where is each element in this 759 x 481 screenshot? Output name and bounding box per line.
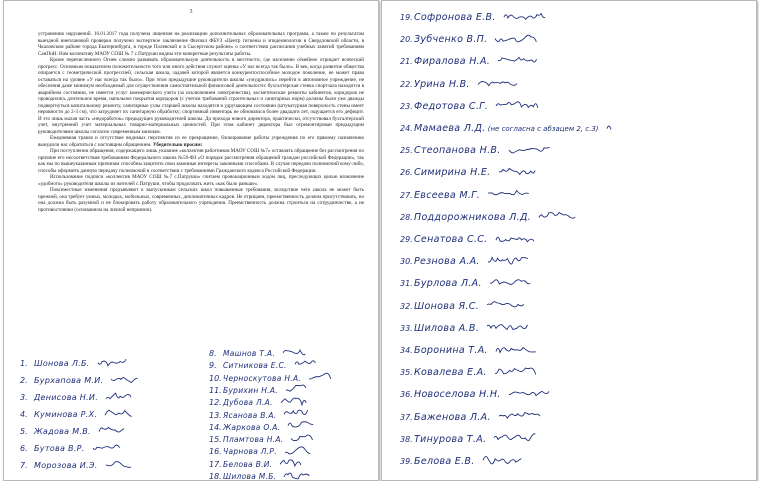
signature-row xyxy=(400,72,522,91)
signatory-name: Новоселова Н.Н. xyxy=(414,389,501,401)
signature-number: 4. xyxy=(20,410,28,419)
signature-number: 21. xyxy=(400,57,413,67)
paragraph: Повсеместные изменения предъявляют к выпускникам сельских школ повышенные требования, вследствие чего школа не может быть прежней, она требует умных, молодых, мобильных, современных, дипломатичных кадров. Не отрицаем, преемственность должна присутствовать, но она должна быть разумной и не блокировать работу образовательного учреждения. Преемственность должна строиться на сотрудничестве, а не противостоянии (основанном на личной неприязни). xyxy=(38,187,364,213)
handwritten-signature xyxy=(103,408,137,418)
signature-number: 32. xyxy=(400,301,413,311)
signature-number: 30. xyxy=(400,257,413,267)
signatory-name: Бурихин Н.А. xyxy=(223,385,278,395)
handwritten-signature xyxy=(96,357,130,367)
signature-number: 8. xyxy=(209,349,217,358)
signature-number: 9. xyxy=(209,361,217,371)
signatory-name: Жаркова О.А. xyxy=(223,422,281,432)
handwritten-signature xyxy=(97,425,131,435)
signature-row xyxy=(20,453,138,472)
signature-row xyxy=(400,116,615,135)
signatory-name: Ковалева Е.А. xyxy=(414,367,487,379)
signature-number: 13. xyxy=(209,410,222,420)
handwritten-signature xyxy=(494,344,540,354)
signature-row xyxy=(400,360,539,379)
signature-number: 33. xyxy=(400,323,413,333)
signature-number: 5. xyxy=(20,427,28,436)
signature-row xyxy=(400,227,540,246)
signatory-name: Бурлова Л.А. xyxy=(414,278,482,290)
signature-number: 19. xyxy=(400,13,413,22)
signatory-name: Боронина Т.А. xyxy=(414,345,488,356)
handwritten-signature xyxy=(104,391,138,401)
handwritten-signature xyxy=(497,410,543,420)
signatory-name: Ситникова Е.С. xyxy=(223,361,287,371)
handwritten-signature xyxy=(537,210,583,220)
handwritten-signature xyxy=(485,299,531,309)
signatory-name: Шонова Я.С. xyxy=(414,300,480,312)
document-page-left xyxy=(3,0,379,481)
signature-number: 24. xyxy=(400,124,413,133)
signature-row xyxy=(400,449,527,468)
signatory-name: Симирина Н.Е. xyxy=(414,167,491,179)
handwritten-signature xyxy=(486,188,532,198)
handwritten-signature xyxy=(485,321,531,331)
signatory-name: Мамаева Л.Д. xyxy=(414,123,486,134)
signature-number: 25. xyxy=(400,146,413,156)
signatory-name: Белова Е.В. xyxy=(414,456,475,467)
letter-body xyxy=(38,31,364,213)
signatory-name: Ясанова В.А. xyxy=(223,410,277,420)
signatory-name: Тинурова Т.А. xyxy=(414,433,487,445)
signatory-name: Черноскутова Н.А. xyxy=(223,373,302,383)
handwritten-signature xyxy=(282,470,312,480)
signature-number: 38. xyxy=(400,434,413,444)
signature-number: 37. xyxy=(400,412,413,422)
signature-number: 26. xyxy=(400,168,413,178)
signature-row xyxy=(400,271,534,290)
signatory-name: Машнов Т.А. xyxy=(223,349,276,358)
signature-number: 27. xyxy=(400,190,413,200)
document-page-right xyxy=(381,0,757,481)
signature-number: 7. xyxy=(20,461,28,470)
signature-number: 22. xyxy=(400,79,413,89)
signatory-name: Жадова М.В. xyxy=(34,427,91,436)
signatory-name: Урина Н.В. xyxy=(414,78,470,90)
paragraph: Ежедневная травля и отсутствие видимых перспектив из ее прекращение, блокирование работы учреждения по его прямому назначению вынудили нас обратиться с настоящим обращением. Убедительно просим: xyxy=(38,135,364,148)
handwritten-signature xyxy=(476,77,522,87)
signature-number: 14. xyxy=(209,422,222,432)
handwritten-signature xyxy=(605,122,615,132)
signature-number: 1. xyxy=(20,359,28,368)
signature-row xyxy=(209,464,312,481)
signature-number: 6. xyxy=(20,444,28,453)
signatory-name: Чарнова Л.Р. xyxy=(223,447,277,457)
signature-number: 10. xyxy=(209,373,222,383)
signature-row xyxy=(400,138,553,157)
signature-number: 35. xyxy=(400,368,413,378)
signature-number: 16. xyxy=(209,447,222,457)
emphasis: Убедительно просим: xyxy=(152,141,203,148)
handwritten-signature xyxy=(493,33,539,43)
handwritten-signature xyxy=(494,233,540,243)
handwritten-signature xyxy=(481,455,527,465)
signature-number: 31. xyxy=(400,279,413,289)
handwritten-signature xyxy=(104,459,138,469)
handwritten-signature xyxy=(486,255,532,265)
signatory-name: Стеопанова Н.В. xyxy=(414,145,501,157)
signatory-name: Белова В.И. xyxy=(223,459,273,469)
handwritten-signature xyxy=(497,166,543,176)
signature-row xyxy=(400,294,531,313)
signatory-name: Куминова Р.Х. xyxy=(34,410,98,419)
signature-number: 11. xyxy=(209,385,222,395)
handwritten-signature xyxy=(494,99,540,109)
signatory-name: Фиралова Н.А. xyxy=(414,56,491,68)
handwritten-signature xyxy=(488,277,534,287)
signatory-name: Бурхапова М.И. xyxy=(34,376,104,385)
signatory-name: Денисова Н.И. xyxy=(34,393,99,402)
paragraph: Кроме перечисленного Огнев сложно развивать образовательную деятельность в местности, где население сёмейное отрицает всяческий прогресс. Основным показателем положительности того или иного действия служит оценка «У нас всегда так было». В век, когда развитие общества опирается с геометрической прогрессией, сельская школа, задачей которой является конкурентоспособное молодое поколение, не может права оставаться на уровне «У нас всегда так было». При этом предыдущие руководители школы «умудрились» перейти в автономное учреждение, не обеспечив даже минимум необходимый для осуществления самостоятельной финансовой деятельности: бухгалтерская стенка спортзала находится в аварийном состоянии, не имеется услуг коммерческого учета (за исключением электричества), косметические ремонты кабинетов, коридоров не проводились длительное время, напольное покрытия коридоров (с учетом требований строительных и санитарных норм) должны были уже дважды подвергнуться капитальному ремонту, санитарные узлы старшей школы находятся в удручающем состоянии (штукатурная поверхность стены имеет неровности до 2-3 см), что затрудняет их санитарную обработку; спортивный инвентарь не обновлялся более двадцати лет, ощущается его дефицит. И это лишь малая часть «недоработок» предыдущих руководителей школы. До прихода нового директора, практически, отсутствовал бухгалтерский учет, внутренний учет материальных товарно-материальных ценностей. При этом кабинет директора был отремонтирован предыдущим руководителями школы согласно современным канонам. xyxy=(38,57,364,135)
signature-number: 12. xyxy=(209,398,222,408)
signature-row xyxy=(400,205,583,224)
signature-row xyxy=(400,316,531,335)
signatory-name: Шилова М.Б. xyxy=(223,472,277,481)
handwritten-signature xyxy=(507,144,553,154)
signatory-name: Бутова В.Р. xyxy=(34,444,85,453)
signature-row xyxy=(400,249,532,268)
signature-number: 17. xyxy=(209,459,222,469)
signature-row xyxy=(400,94,540,113)
signature-row xyxy=(400,27,539,46)
signature-row xyxy=(400,405,543,424)
paragraph: устранению нарушений. 16.01.2017 года получена лицензия на реализацию дополнительных образовательных программ, а также по результатам выездной внеплановой проверки получено экспертное заключение Филиал ФБУЗ «Центр гигиены и эпидемиологии в Свердловской области, в Чкаловском районе города Екатеринбурга, в городе Полевской и в Сысертском районе» о соответствии расписания учебных занятий требованиям СанПиН. Нам коллективу МАОУ СОШ № 7 с.Патруши видны эти конкретные результаты работы. xyxy=(38,31,364,57)
signature-row xyxy=(400,183,532,202)
signature-number: 36. xyxy=(400,390,413,400)
signatory-name: Поддорожникова Л.Д. xyxy=(414,211,531,223)
signature-number: 15. xyxy=(209,435,222,445)
signatory-note: (не согласна с абзацем 2, с.3) xyxy=(485,125,599,133)
signature-number: 20. xyxy=(400,35,413,45)
paragraph: Использование подписи «коллектив МАОУ СОШ №7 с.Патруши» считаем провокационным ходом лиц, преследующих целью назначение «удобного» руководителя школы из жителей с.Патруши, чтобы продолжать жить «как было раньше». xyxy=(38,174,364,187)
handwritten-signature xyxy=(492,432,538,442)
signature-number: 23. xyxy=(400,101,413,111)
signature-row xyxy=(400,382,553,401)
signature-row xyxy=(400,338,540,357)
handwritten-signature xyxy=(109,374,143,384)
signatory-name: Пламтова Н.А. xyxy=(223,435,284,445)
handwritten-signature xyxy=(91,442,125,452)
paragraph: При поступлении обращения, содержащего лишь указание «коллектив работников МАОУ СОШ №7» оставлять обращение без рассмотрения по причине его несоответствия требованиям Федерального закона №59-ФЗ «О порядке рассмотрения обращений граждан российской Федерации», так как мы по вышеуказанным причинам способны защитить свои законные интересы законными способами. В случае передачи полномочий кому-либо, способы оформить данную передачу полномочий в соответствии с требованиями Гражданского кодекса Российской Федерации. xyxy=(38,148,364,174)
page-number: 3 xyxy=(189,9,193,15)
signatory-name: Баженова Л.А. xyxy=(414,411,491,423)
signature-number: 18. xyxy=(209,472,222,481)
signatory-name: Шонова Л.Б. xyxy=(34,359,90,368)
signature-row xyxy=(400,49,542,68)
signatory-name: Софронова Е.В. xyxy=(414,12,496,23)
signatory-name: Зубченко В.П. xyxy=(414,34,488,46)
handwritten-signature xyxy=(493,366,539,376)
signatory-name: Федотова С.Г. xyxy=(414,100,489,112)
signatory-name: Евсеева М.Г. xyxy=(414,189,481,201)
signature-number: 28. xyxy=(400,212,413,222)
signatory-name: Резнова А.А. xyxy=(414,256,480,268)
signature-number: 34. xyxy=(400,346,413,355)
signature-row xyxy=(400,5,548,24)
signatory-name: Морозова И.Э. xyxy=(34,461,98,470)
signature-number: 29. xyxy=(400,235,413,244)
signatory-name: Дубова Л.А. xyxy=(223,398,273,408)
handwritten-signature xyxy=(496,55,542,65)
handwritten-signature xyxy=(507,388,553,398)
signature-row xyxy=(400,427,538,446)
signature-number: 3. xyxy=(20,393,28,402)
handwritten-signature xyxy=(502,11,548,21)
signatory-name: Шилова А.В. xyxy=(414,322,480,334)
signature-number: 39. xyxy=(400,457,413,466)
signature-number: 2. xyxy=(20,376,28,385)
signatory-name: Сенатова С.С. xyxy=(414,234,488,245)
signature-row xyxy=(400,160,543,179)
